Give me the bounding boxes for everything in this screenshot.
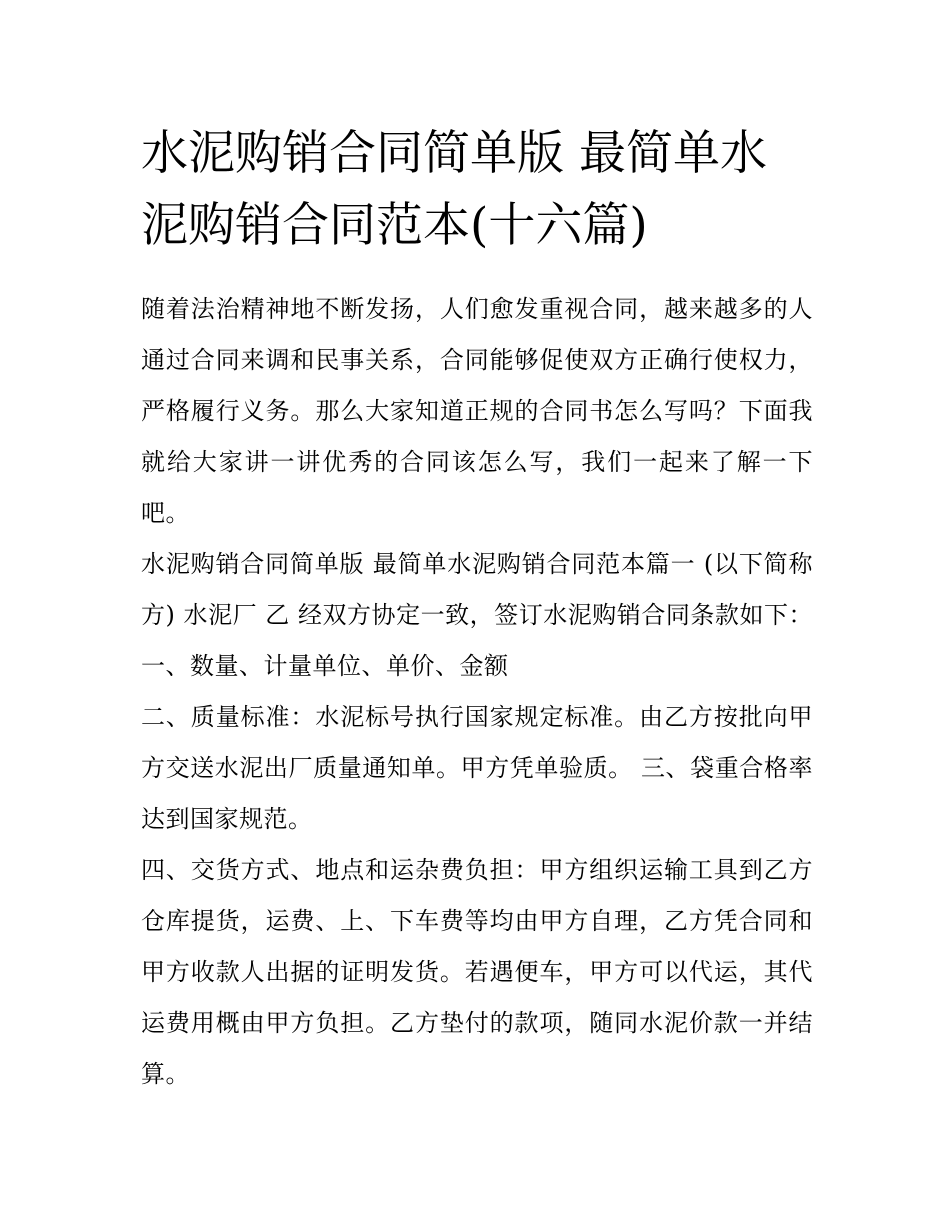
- paragraph-intro: 随着法治精神地不断发扬，人们愈发重视合同，越来越多的人通过合同来调和民事关系，合同能够促使双方正确行使权力，严格履行义务。那么大家知道正规的合同书怎么写吗？下面我就给大家讲一讲优秀的合同该怎么写，我们一起来了解一下吧。: [141, 295, 813, 527]
- paragraph-quality-standard: 二、质量标准：水泥标号执行国家规定标准。由乙方按批向甲方交送水泥出厂质量通知单。甲方凭单验质。 三、袋重合格率达到国家规范。: [141, 703, 813, 833]
- paragraph-delivery-terms: 四、交货方式、地点和运杂费负担：甲方组织运输工具到乙方仓库提货，运费、上、下车费等均由甲方自理，乙方凭合同和甲方收款人出据的证明发货。若遇便车，甲方可以代运，其代运费用概由甲方负担。乙方垫付的款项，随同水泥价款一并结算。: [141, 856, 813, 1088]
- document-body: [141, 284, 813, 1100]
- document-title: 水泥购销合同简单版 最简单水泥购销合同范本(十六篇): [141, 126, 767, 253]
- paragraph-contract-header: 水泥购销合同简单版 最简单水泥购销合同范本篇一 (以下简称方) 水泥厂 乙 经双方协定一致，签订水泥购销合同条款如下： 一、数量、计量单位、单价、金额: [141, 550, 813, 680]
- document-content: [141, 118, 813, 1100]
